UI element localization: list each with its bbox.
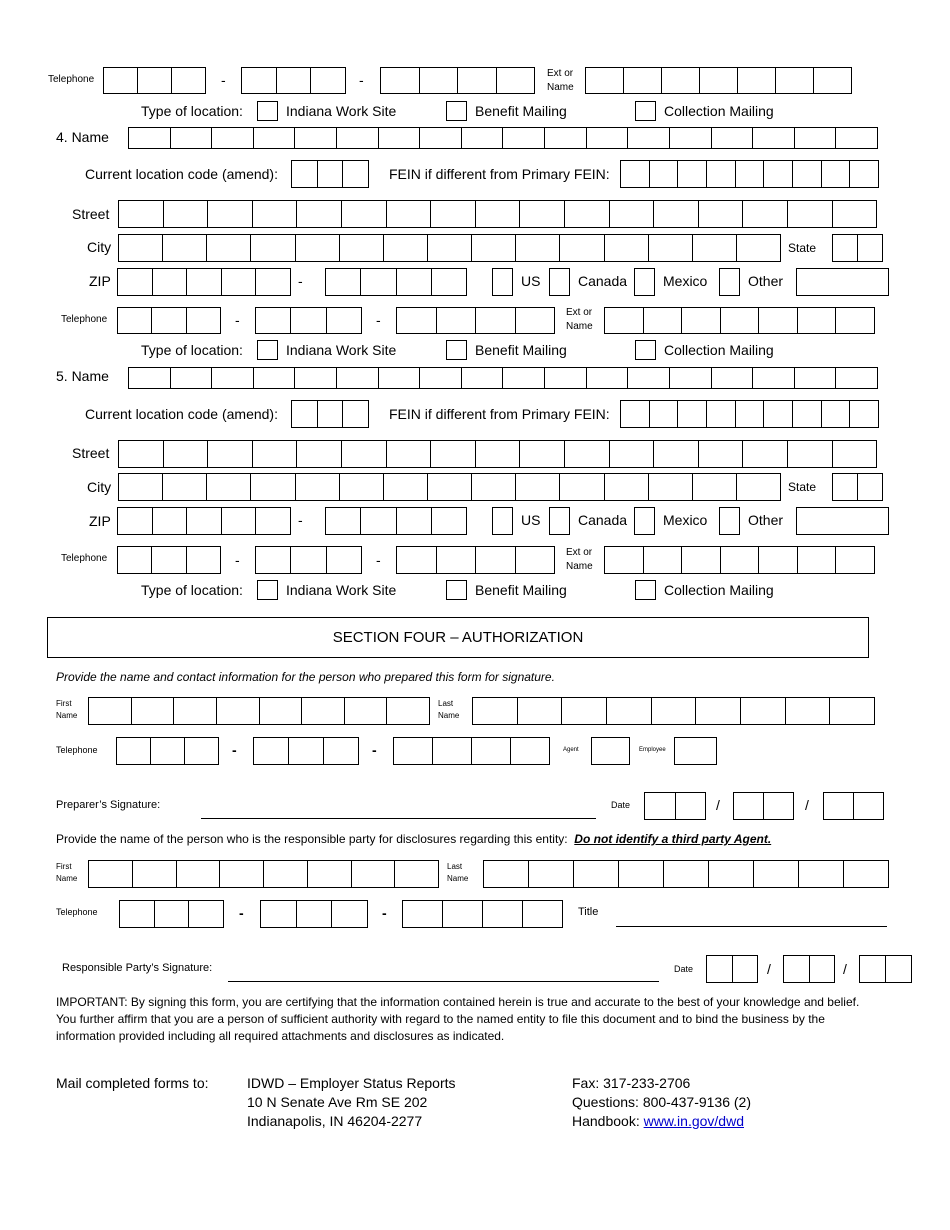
- indiana-work-site-checkbox[interactable]: [257, 340, 278, 360]
- first-name-label-1: First: [56, 699, 72, 708]
- telephone-line-boxes[interactable]: [396, 307, 555, 334]
- fax-number: Fax: 317-233-2706: [572, 1075, 691, 1091]
- us-checkbox[interactable]: [492, 507, 513, 535]
- street-label: Street: [72, 445, 110, 461]
- canada-checkbox[interactable]: [549, 268, 570, 296]
- fein-diff-label: FEIN if different from Primary FEIN:: [389, 166, 610, 182]
- date-slash: /: [716, 797, 720, 813]
- last-name-label-1: Last: [447, 862, 463, 871]
- mexico-checkbox[interactable]: [634, 507, 655, 535]
- responsible-telephone-area-boxes[interactable]: [119, 900, 224, 928]
- telephone-area-boxes[interactable]: [117, 546, 221, 574]
- benefit-mailing-checkbox[interactable]: [446, 580, 467, 600]
- collection-mailing-label: Collection Mailing: [664, 582, 774, 598]
- location-4-title: 4. Name: [56, 129, 109, 145]
- mexico-label: Mexico: [663, 273, 708, 289]
- location-5-title: 5. Name: [56, 368, 109, 384]
- responsible-telephone-line-boxes[interactable]: [402, 900, 563, 928]
- us-label: US: [521, 273, 541, 289]
- telephone-area-boxes[interactable]: [117, 307, 221, 334]
- city-label: City: [87, 239, 112, 255]
- street-label: Street: [72, 206, 110, 222]
- telephone-line-boxes[interactable]: [380, 67, 535, 94]
- canada-label: Canada: [578, 512, 628, 528]
- telephone-area-boxes[interactable]: [103, 67, 206, 94]
- responsible-signature-line[interactable]: [228, 981, 659, 982]
- ext-boxes[interactable]: [604, 307, 875, 334]
- indiana-work-site-label: Indiana Work Site: [286, 582, 397, 598]
- other-checkbox[interactable]: [719, 507, 740, 535]
- handbook-link[interactable]: www.in.gov/dwd: [643, 1113, 744, 1129]
- type-of-location-label: Type of location:: [141, 582, 243, 598]
- canada-checkbox[interactable]: [549, 507, 570, 535]
- benefit-mailing-checkbox[interactable]: [446, 101, 467, 121]
- dash: -: [372, 742, 377, 758]
- canada-label: Canada: [578, 273, 628, 289]
- collection-mailing-label: Collection Mailing: [664, 103, 774, 119]
- indiana-work-site-checkbox[interactable]: [257, 101, 278, 121]
- agent-label: Agent: [563, 747, 579, 753]
- telephone-label: Telephone: [48, 74, 95, 85]
- street-boxes[interactable]: [118, 200, 877, 228]
- ext-boxes[interactable]: [585, 67, 852, 94]
- preparer-date-month-boxes[interactable]: [644, 792, 706, 820]
- first-name-label-1: First: [56, 862, 72, 871]
- ext-boxes[interactable]: [604, 546, 875, 574]
- location-4-name-boxes[interactable]: [128, 127, 878, 149]
- telephone-label: Telephone: [61, 314, 108, 325]
- preparer-telephone-area-boxes[interactable]: [116, 737, 219, 765]
- other-label: Other: [748, 273, 784, 289]
- type-of-location-label: Type of location:: [141, 342, 243, 358]
- type-of-location-label: Type of location:: [141, 103, 243, 119]
- zip4-boxes[interactable]: [325, 507, 467, 535]
- dash: -: [376, 552, 381, 568]
- mail-label: Mail completed forms to:: [56, 1075, 209, 1091]
- dash: -: [235, 552, 240, 568]
- zip-boxes[interactable]: [117, 507, 291, 535]
- other-country-field[interactable]: [796, 507, 889, 535]
- agent-checkbox[interactable]: [591, 737, 630, 765]
- telephone-prefix-boxes[interactable]: [255, 307, 362, 334]
- city-boxes[interactable]: [118, 473, 781, 501]
- preparer-signature-line[interactable]: [201, 818, 596, 819]
- preparer-telephone-prefix-boxes[interactable]: [253, 737, 359, 765]
- benefit-mailing-checkbox[interactable]: [446, 340, 467, 360]
- indiana-work-site-label: Indiana Work Site: [286, 103, 397, 119]
- ext-label-1: Ext or: [547, 68, 574, 79]
- responsible-date-year-boxes[interactable]: [859, 955, 912, 983]
- dash: -: [376, 312, 381, 328]
- city-boxes[interactable]: [118, 234, 781, 262]
- preparer-telephone-line-boxes[interactable]: [393, 737, 550, 765]
- responsible-instructions: Provide the name of the person who is the responsible party for disclosures regarding this entity: Do not identify a third party Agent.: [56, 832, 772, 846]
- mail-address-line2: 10 N Senate Ave Rm SE 202: [247, 1094, 428, 1110]
- telephone-label: Telephone: [56, 907, 98, 917]
- preparer-last-name-boxes[interactable]: [472, 697, 875, 725]
- dash: -: [382, 905, 387, 921]
- location-5-name-boxes[interactable]: [128, 367, 878, 389]
- dash: -: [239, 905, 244, 921]
- zip-boxes[interactable]: [117, 268, 291, 296]
- other-country-field[interactable]: [796, 268, 889, 296]
- responsible-first-name-boxes[interactable]: [88, 860, 439, 888]
- preparer-date-day-boxes[interactable]: [733, 792, 794, 820]
- date-slash: /: [843, 961, 847, 977]
- ext-label-2: Name: [566, 561, 593, 572]
- mexico-checkbox[interactable]: [634, 268, 655, 296]
- dash: -: [298, 273, 303, 289]
- indiana-work-site-checkbox[interactable]: [257, 580, 278, 600]
- preparer-first-name-boxes[interactable]: [88, 697, 430, 725]
- ext-label-2: Name: [547, 82, 574, 93]
- preparer-date-year-boxes[interactable]: [823, 792, 884, 820]
- benefit-mailing-label: Benefit Mailing: [475, 103, 567, 119]
- responsible-date-month-boxes[interactable]: [706, 955, 758, 983]
- location-code-boxes[interactable]: [291, 400, 369, 428]
- other-checkbox[interactable]: [719, 268, 740, 296]
- no-third-party-note: Do not identify a third party Agent.: [574, 832, 772, 846]
- state-boxes[interactable]: [832, 234, 883, 262]
- date-label: Date: [611, 800, 631, 810]
- last-name-label-2: Name: [447, 874, 469, 883]
- telephone-prefix-boxes[interactable]: [241, 67, 346, 94]
- telephone-label: Telephone: [56, 745, 98, 755]
- fein-diff-label: FEIN if different from Primary FEIN:: [389, 406, 610, 422]
- title-label: Title: [578, 906, 599, 918]
- first-name-label-2: Name: [56, 711, 78, 720]
- dash: -: [235, 312, 240, 328]
- collection-mailing-checkbox[interactable]: [635, 101, 656, 121]
- section-four-header: SECTION FOUR – AUTHORIZATION: [47, 617, 869, 658]
- other-label: Other: [748, 512, 784, 528]
- responsible-telephone-prefix-boxes[interactable]: [260, 900, 368, 928]
- date-slash: /: [805, 797, 809, 813]
- responsible-signature-label: Responsible Party’s Signature:: [62, 962, 213, 974]
- state-boxes[interactable]: [832, 473, 883, 501]
- telephone-label: Telephone: [61, 553, 108, 564]
- ext-label-1: Ext or: [566, 547, 593, 558]
- current-location-code-label: Current location code (amend):: [85, 166, 278, 182]
- dash: -: [232, 742, 237, 758]
- last-name-label-1: Last: [438, 699, 454, 708]
- collection-mailing-label: Collection Mailing: [664, 342, 774, 358]
- mail-address-line3: Indianapolis, IN 46204-2277: [247, 1113, 423, 1129]
- date-label: Date: [674, 964, 694, 974]
- title-line[interactable]: [616, 926, 887, 927]
- first-name-label-2: Name: [56, 874, 78, 883]
- employee-label: Employee: [639, 747, 666, 753]
- telephone-prefix-boxes[interactable]: [255, 546, 362, 574]
- state-label: State: [788, 241, 817, 255]
- zip4-boxes[interactable]: [325, 268, 467, 296]
- mail-address-line1: IDWD – Employer Status Reports: [247, 1075, 456, 1091]
- benefit-mailing-label: Benefit Mailing: [475, 582, 567, 598]
- telephone-line-boxes[interactable]: [396, 546, 555, 574]
- mexico-label: Mexico: [663, 512, 708, 528]
- location-code-boxes[interactable]: [291, 160, 369, 188]
- fein-boxes[interactable]: [620, 400, 879, 428]
- questions-number: Questions: 800-437-9136 (2): [572, 1094, 751, 1110]
- dash: -: [298, 512, 303, 528]
- us-checkbox[interactable]: [492, 268, 513, 296]
- zip-label: ZIP: [89, 513, 111, 529]
- state-label: State: [788, 480, 817, 494]
- ext-label-1: Ext or: [566, 307, 593, 318]
- benefit-mailing-label: Benefit Mailing: [475, 342, 567, 358]
- ext-label-2: Name: [566, 321, 593, 332]
- us-label: US: [521, 512, 541, 528]
- collection-mailing-checkbox[interactable]: [635, 340, 656, 360]
- date-slash: /: [767, 961, 771, 977]
- handbook-line: Handbook: www.in.gov/dwd: [572, 1113, 744, 1129]
- responsible-last-name-boxes[interactable]: [483, 860, 889, 888]
- preparer-signature-label: Preparer’s Signature:: [56, 799, 161, 811]
- last-name-label-2: Name: [438, 711, 460, 720]
- preparer-instructions: Provide the name and contact information for the person who prepared this form for signature.: [56, 670, 555, 684]
- responsible-date-day-boxes[interactable]: [783, 955, 835, 983]
- collection-mailing-checkbox[interactable]: [635, 580, 656, 600]
- fein-boxes[interactable]: [620, 160, 879, 188]
- street-boxes[interactable]: [118, 440, 877, 468]
- zip-label: ZIP: [89, 273, 111, 289]
- dash: -: [359, 72, 364, 88]
- current-location-code-label: Current location code (amend):: [85, 406, 278, 422]
- city-label: City: [87, 479, 112, 495]
- indiana-work-site-label: Indiana Work Site: [286, 342, 397, 358]
- important-notice: IMPORTANT: By signing this form, you are certifying that the information contained herein is true and accurate to the best of your knowledge and belief. You further affirm that you are a person of sufficient authority with regard to the named entity to file this document and to bind the business by the information provided including all required attachments and disclosures as indicated.: [56, 995, 860, 1043]
- employee-checkbox[interactable]: [674, 737, 717, 765]
- dash: -: [221, 72, 226, 88]
